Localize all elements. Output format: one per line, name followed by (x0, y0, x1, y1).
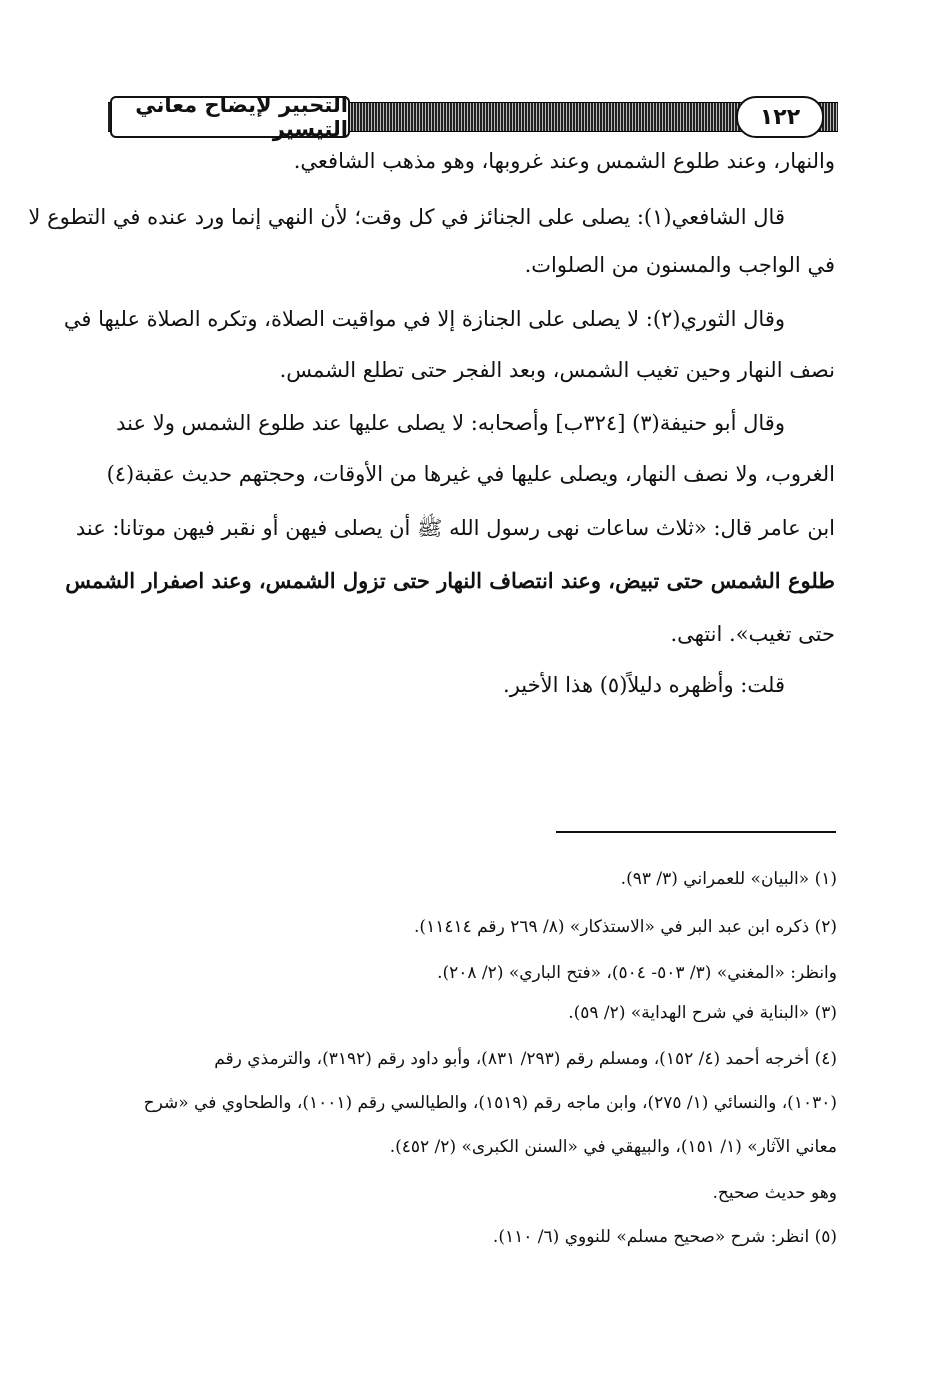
text-line: في الواجب والمسنون من الصلوات. (524, 253, 835, 277)
hadith-line: ابن عامر قال: «ثلاث ساعات نهى رسول الله ﷺ أن يصلى فيهن أو نقبر فيهن موتانا: عند (75, 516, 835, 540)
footnote: وهو حديث صحيح. (712, 1183, 837, 1203)
footnote: (٢) ذكره ابن عبد البر في «الاستذكار» (٨/ ٢٦٩ رقم ١١٤١٤). (414, 917, 837, 937)
footnote: (١) «البيان» للعمراني (٣/ ٩٣). (620, 869, 837, 889)
text-line: الغروب، ولا نصف النهار، ويصلى عليها في غيرها من الأوقات، وحجتهم حديث عقبة(٤) (106, 462, 835, 486)
text-line: قلت: وأظهره دليلاً(٥) هذا الأخير. (503, 673, 785, 697)
page-header (108, 93, 838, 141)
footnote: (١٠٣٠)، والنسائي (١/ ٢٧٥)، وابن ماجه رقم (١٥١٩)، والطيالسي رقم (١٠٠١)، والطحاوي في «شرح (143, 1093, 837, 1113)
footnote: (٣) «البناية في شرح الهداية» (٢/ ٥٩). (568, 1003, 837, 1023)
footnote: وانظر: «المغني» (٣/ ٥٠٣- ٥٠٤)، «فتح الباري» (٢/ ٢٠٨). (437, 963, 837, 983)
page-number: ١٢٢ (736, 96, 824, 138)
book-title: التحبير لإيضاح معاني التيسير (110, 96, 350, 138)
footnote-separator (556, 831, 836, 833)
footnote: (٤) أخرجه أحمد (٤/ ١٥٢)، ومسلم رقم (٢٩٣/ ٨٣١)، وأبو داود رقم (٣١٩٢)، والترمذي رقم (214, 1049, 837, 1069)
hadith-line: حتى تغيب». انتهى. (670, 622, 835, 646)
text-line: نصف النهار وحين تغيب الشمس، وبعد الفجر حتى تطلع الشمس. (279, 358, 835, 382)
text-line: وقال الثوري(٢): لا يصلى على الجنازة إلا في مواقيت الصلاة، وتكره الصلاة عليها في (63, 307, 785, 331)
footnote: معاني الآثار» (١/ ١٥١)، والبيهقي في «السنن الكبرى» (٢/ ٤٥٢). (389, 1137, 837, 1157)
text-line: قال الشافعي(١): يصلى على الجنائز في كل وقت؛ لأن النهي إنما ورد عنده في التطوع لا (28, 205, 785, 229)
text-line: والنهار، وعند طلوع الشمس وعند غروبها، وهو مذهب الشافعي. (293, 149, 835, 173)
text-line: وقال أبو حنيفة(٣) [٣٢٤ب] وأصحابه: لا يصلى عليها عند طلوع الشمس ولا عند (116, 411, 785, 435)
hadith-line: طلوع الشمس حتى تبيض، وعند انتصاف النهار حتى تزول الشمس، وعند اصفرار الشمس (65, 568, 835, 593)
footnote: (٥) انظر: شرح «صحيح مسلم» للنووي (٦/ ١١٠). (492, 1227, 837, 1247)
